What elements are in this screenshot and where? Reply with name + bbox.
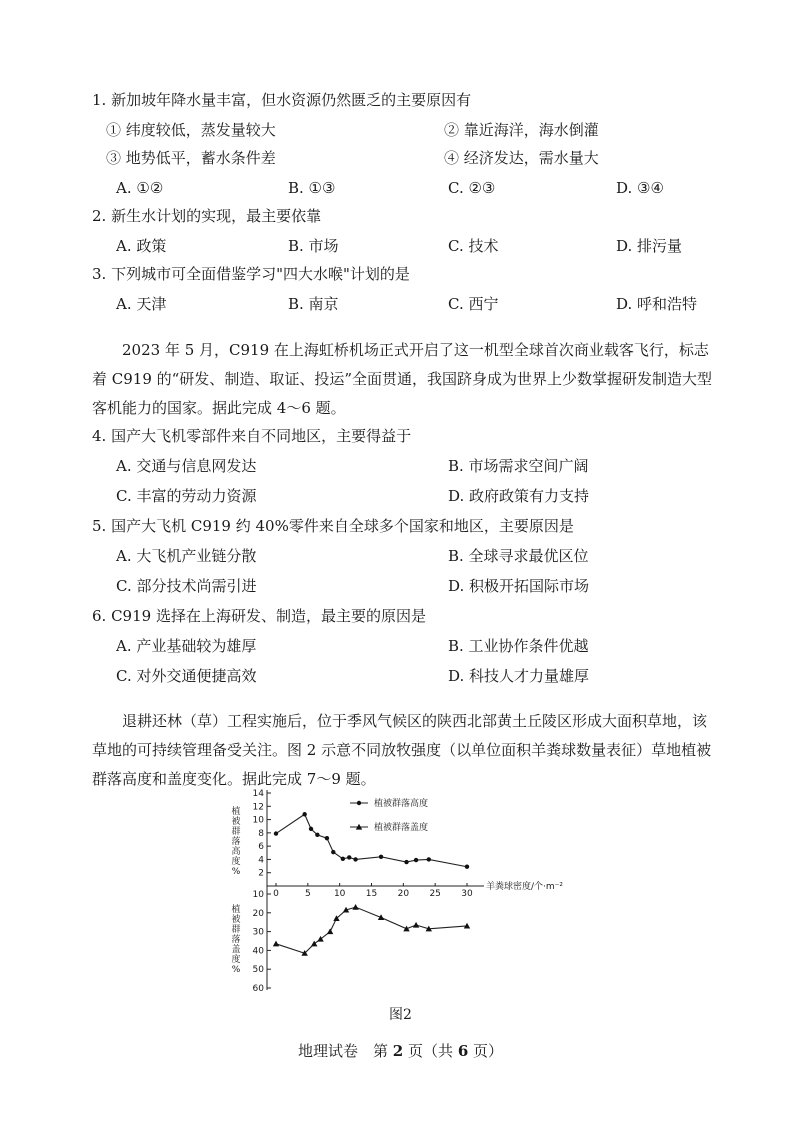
- bottom-y-tick-label: 20: [252, 908, 264, 919]
- bottom-y-tick-label: 60: [252, 984, 264, 994]
- height-series-point: [427, 857, 431, 861]
- height-series-point: [465, 865, 469, 869]
- q3-option-b: B. 南京: [288, 295, 339, 313]
- y-label-char: 被: [231, 817, 241, 827]
- top-y-tick-label: 8: [258, 828, 264, 839]
- y-label-char: 盖: [231, 945, 241, 955]
- q1-option-a: A. ①②: [116, 179, 164, 197]
- x-tick-label: 20: [397, 889, 410, 899]
- height-series-point: [341, 857, 345, 861]
- q1-option-b: B. ①③: [288, 179, 336, 197]
- q4-option-a: A. 交通与信息网发达: [116, 457, 257, 475]
- q1-option-c: C. ②③: [448, 179, 496, 197]
- y-label-char: 高: [231, 847, 241, 857]
- question-3-stem: 3. 下列城市可全面借鉴学习"四大水喉"计划的是: [92, 265, 410, 283]
- q2-option-b: B. 市场: [288, 237, 339, 255]
- y-label-char: 度: [231, 955, 241, 965]
- height-series-point: [325, 836, 329, 840]
- height-series-point: [315, 833, 319, 837]
- q2-option-c: C. 技术: [448, 237, 499, 255]
- y-label-char: 植: [231, 807, 241, 817]
- bottom-y-tick-label: 10: [252, 890, 264, 900]
- height-series-point: [414, 858, 418, 862]
- legend-height-marker: [357, 801, 361, 805]
- page-footer: [298, 1040, 503, 1061]
- y-label-char: 落: [231, 935, 241, 945]
- question-4-stem: 4. 国产大飞机零部件来自不同地区，主要得益于: [92, 427, 412, 445]
- footer-middle: 页（共: [408, 1042, 454, 1060]
- footer-total-pages: 6: [457, 1042, 469, 1060]
- x-axis-label: 羊粪球密度/个·m⁻²: [486, 882, 564, 892]
- cover-series-line: [276, 907, 467, 953]
- chart-axes: [253, 789, 484, 994]
- q5-option-a: A. 大飞机产业链分散: [116, 547, 257, 565]
- height-series-line: [276, 814, 467, 866]
- cover-series-point: [413, 922, 419, 928]
- height-series-point: [274, 831, 278, 835]
- y-label-char: 植: [231, 905, 241, 915]
- question-5-stem: 5. 国产大飞机 C919 约 40%零件来自全球多个国家和地区，主要原因是: [92, 517, 574, 535]
- passage-grassland: [92, 707, 712, 794]
- q4-option-b: B. 市场需求空间广阔: [448, 457, 589, 475]
- x-tick-label: 15: [365, 889, 378, 899]
- legend-height-label: 植被群落高度: [374, 799, 429, 809]
- height-series-point: [309, 827, 313, 831]
- x-tick-label: 30: [461, 889, 473, 899]
- q3-option-c: C. 西宁: [448, 295, 499, 313]
- bottom-y-tick-label: 50: [252, 965, 264, 976]
- top-y-tick-label: 6: [258, 842, 264, 853]
- q1-statement-3: ③ 地势低平，蓄水条件差: [106, 149, 276, 167]
- q2-option-d: D. 排污量: [616, 237, 683, 255]
- q4-option-d: D. 政府政策有力支持: [448, 487, 590, 505]
- x-tick-label: 0: [273, 889, 279, 899]
- q1-statement-4: ④ 经济发达，需水量大: [444, 149, 599, 167]
- bottom-y-tick-label: 30: [252, 927, 264, 938]
- y-label-char: %: [231, 867, 241, 877]
- cover-series-point: [352, 904, 358, 910]
- height-series-point: [379, 855, 383, 859]
- q5-option-b: B. 全球寻求最优区位: [448, 547, 589, 565]
- q3-option-d: D. 呼和浩特: [616, 295, 698, 313]
- footer-page-number: 2: [392, 1042, 404, 1060]
- x-tick-label: 10: [333, 889, 346, 899]
- y-label-char: 群: [231, 827, 241, 837]
- height-series-point: [331, 850, 335, 854]
- top-y-tick-label: 2: [258, 868, 264, 879]
- q5-option-c: C. 部分技术尚需引进: [116, 577, 257, 595]
- top-y-tick-label: 10: [252, 815, 264, 826]
- legend-cover-label: 植被群落盖度: [374, 823, 429, 833]
- question-6-stem: 6. C919 选择在上海研发、制造，最主要的原因是: [92, 607, 426, 625]
- q6-option-c: C. 对外交通便捷高效: [116, 667, 257, 685]
- top-y-tick-label: 4: [258, 855, 264, 866]
- q6-option-d: D. 科技人才力量雄厚: [448, 667, 590, 685]
- cover-series-point: [273, 941, 279, 947]
- y-label-char: 度: [231, 857, 241, 867]
- x-tick-label: 25: [429, 889, 441, 899]
- q2-option-a: A. 政策: [116, 237, 167, 255]
- footer-suffix: 页）: [473, 1042, 504, 1060]
- height-series-point: [404, 860, 408, 864]
- passage-c919: [92, 336, 712, 423]
- top-y-tick-label: 12: [252, 802, 264, 813]
- question-2-stem: 2. 新生水计划的实现，最主要依靠: [92, 207, 322, 225]
- cover-series-point: [327, 928, 333, 934]
- q1-statement-2: ② 靠近海洋，海水倒灌: [444, 121, 599, 139]
- y-label-char: 群: [231, 925, 241, 935]
- passage-c919-text: 2023 年 5 月，C919 在上海虹桥机场正式开启了这一机型全球首次商业载客飞行，标志着 C919 的“研发、制造、取证、投运”全面贯通，我国跻身成为世界上少数掌握研发制造大型客机能力的国家。据此完成 4～6 题。: [92, 341, 712, 417]
- x-tick-label: 5: [304, 889, 311, 899]
- chart-legend: [350, 797, 428, 833]
- figure-2-chart: [220, 786, 564, 996]
- question-1-stem: 1. 新加坡年降水量丰富，但水资源仍然匮乏的主要原因有: [92, 91, 472, 109]
- bottom-y-axis-label: [231, 903, 240, 975]
- q3-option-a: A. 天津: [116, 295, 167, 313]
- q4-option-c: C. 丰富的劳动力资源: [116, 487, 257, 505]
- footer-prefix: 地理试卷 第: [298, 1042, 389, 1060]
- height-series-point: [302, 812, 306, 816]
- y-label-char: %: [231, 965, 241, 975]
- passage-grassland-text: 退耕还林（草）工程实施后，位于季风气候区的陕西北部黄土丘陵区形成大面积草地，该草地的可持续管理备受关注。图 2 示意不同放牧强度（以单位面积羊粪球数量表征）草地植被群落高度和盖度变化。据此完成 7～9 题。: [92, 712, 712, 788]
- height-series-point: [347, 855, 351, 859]
- q6-option-b: B. 工业协作条件优越: [448, 637, 589, 655]
- top-y-axis-label: [231, 805, 240, 877]
- y-label-char: 落: [231, 837, 241, 847]
- height-series-point: [353, 857, 357, 861]
- bottom-y-tick-label: 40: [252, 946, 264, 957]
- figure-caption: 图2: [389, 1007, 412, 1023]
- q1-option-d: D. ③④: [616, 179, 664, 197]
- q6-option-a: A. 产业基础较为雄厚: [116, 637, 257, 655]
- top-y-tick-label: 14: [252, 789, 264, 799]
- y-label-char: 被: [231, 915, 241, 925]
- q1-statement-1: ① 纬度较低，蒸发量较大: [106, 121, 276, 139]
- q5-option-d: D. 积极开拓国际市场: [448, 577, 590, 595]
